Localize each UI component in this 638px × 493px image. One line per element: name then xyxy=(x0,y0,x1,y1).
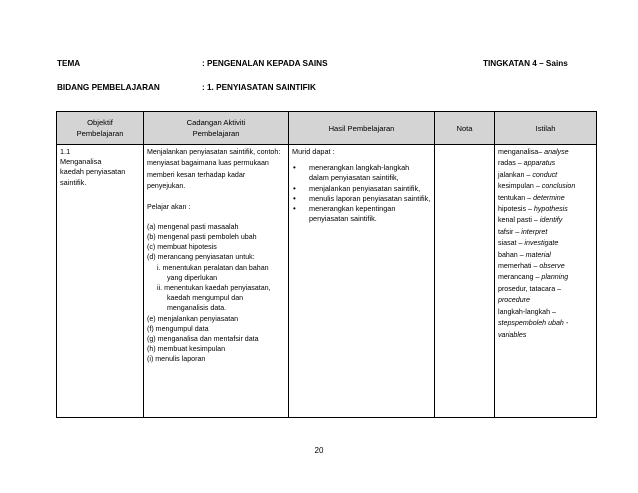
cadangan-item-g: (g) menganalisa dan mentafsir data xyxy=(147,335,259,344)
istilah-row xyxy=(498,147,593,158)
istilah-en: determine xyxy=(533,193,565,202)
header-objektif-line2: Pembelajaran xyxy=(76,129,124,138)
cadangan-item-h: (h) membuat kesimpulan xyxy=(147,345,226,354)
istilah-bm: radas – xyxy=(498,159,524,168)
cadangan-item-f: (f) mengumpul data xyxy=(147,324,209,333)
istilah-row xyxy=(498,330,593,341)
cadangan-cell xyxy=(144,145,289,418)
header-hasil: Hasil Pembelajaran xyxy=(289,112,435,145)
istilah-row xyxy=(498,193,593,204)
istilah-row xyxy=(498,284,593,307)
istilah-bm: tentukan – xyxy=(498,193,534,202)
istilah-bm: memerhati – xyxy=(498,262,540,271)
istilah-row xyxy=(498,238,593,249)
cadangan-item-c: (c) membuat hipotesis xyxy=(147,243,217,252)
cadangan-item-e: (e) menjalankan penyiasatan xyxy=(147,314,239,323)
cadangan-item-i: (i) menulis laporan xyxy=(147,355,206,364)
istilah-row xyxy=(498,158,593,169)
istilah-row xyxy=(498,170,593,181)
istilah-en: apparatus xyxy=(523,159,556,168)
cadangan-item-d-i: i. menentukan peralatan dan bahan yang diperlukan xyxy=(157,263,269,282)
istilah-en: procedure xyxy=(498,296,530,305)
table-header-row xyxy=(57,112,597,145)
istilah-en: variables xyxy=(498,330,527,339)
objektif-line: saintifik. xyxy=(60,177,87,187)
istilah-bm: siasat – xyxy=(498,239,525,248)
istilah-row xyxy=(498,215,593,226)
header-objektif-line1: Objektif xyxy=(87,118,113,127)
istilah-bm: jalankan – xyxy=(498,170,533,179)
istilah-bm: kesimpulan – xyxy=(498,182,542,191)
istilah-en: material xyxy=(525,250,551,259)
istilah-en: interpret xyxy=(521,227,548,236)
istilah-bm: langkah-langkah – xyxy=(498,307,556,316)
istilah-bm: prosedur, tatacara – xyxy=(498,284,562,293)
list-item: • menulis laporan penyiasatan saintifik, xyxy=(292,194,431,204)
istilah-en: investigate xyxy=(524,239,559,248)
hasil-cell xyxy=(289,145,435,418)
cadangan-intro: Menjalankan penyiasatan saintifik, contoh: menyiasat bagaimana luas permukaan memberi kesan terhadap kadar penyejukan. xyxy=(147,148,281,191)
istilah-bm: kenal pasti – xyxy=(498,216,540,225)
bidang-value: : 1. PENYIASATAN SAINTIFIK xyxy=(202,83,316,92)
istilah-row xyxy=(498,272,593,283)
istilah-en: conduct xyxy=(532,170,558,179)
page-number: 20 xyxy=(314,446,324,455)
header-nota: Nota xyxy=(435,112,495,145)
istilah-bm: tafsir – xyxy=(498,227,522,236)
cadangan-item-d: (d) merancang penyiasatan untuk: xyxy=(147,253,255,262)
cadangan-pelajar: Pelajar akan : xyxy=(147,202,191,211)
tema-label: TEMA xyxy=(57,59,81,68)
objektif-line: Menganalisa xyxy=(60,157,102,167)
header-objektif xyxy=(57,112,144,145)
istilah-en: observe xyxy=(539,262,565,271)
bidang-label: BIDANG PEMBELAJARAN xyxy=(57,83,160,92)
istilah-row xyxy=(498,204,593,215)
nota-cell xyxy=(435,145,495,418)
istilah-row xyxy=(498,227,593,238)
header-cadangan-line1: Cadangan Aktiviti xyxy=(186,118,246,127)
istilah-en: hypothesis xyxy=(533,205,568,214)
istilah-row xyxy=(498,250,593,261)
list-item: • menerangkan kepentingan penyiasatan saintifik. xyxy=(292,204,431,224)
list-item: • menerangkan langkah-langkah dalam penyiasatan saintifik, xyxy=(292,163,431,183)
tema-value: : PENGENALAN KEPADA SAINS xyxy=(202,59,328,68)
istilah-row xyxy=(498,181,593,192)
tingkatan-label: TINGKATAN 4 – Sains xyxy=(483,59,568,68)
cadangan-item-d-ii: ii. menentukan kaedah penyiasatan, kaedah mengumpul dan menganalisis data. xyxy=(157,284,271,313)
istilah-cell xyxy=(495,145,597,418)
istilah-row xyxy=(498,307,593,330)
header-cadangan xyxy=(144,112,289,145)
istilah-en: planning xyxy=(541,273,569,282)
header-cadangan-line2: Pembelajaran xyxy=(192,129,240,138)
istilah-bm: hipotesis – xyxy=(498,205,534,214)
hasil-list xyxy=(292,163,431,224)
istilah-row xyxy=(498,261,593,272)
objektif-cell xyxy=(57,145,144,418)
istilah-bm: menganalisa– xyxy=(498,148,545,156)
table-row xyxy=(57,145,597,418)
istilah-bm: bahan – xyxy=(498,250,526,259)
cadangan-item-a: (a) mengenal pasti masaalah xyxy=(147,222,239,231)
istilah-en: stepspemboleh ubah - xyxy=(498,319,569,328)
objektif-line: 1.1 xyxy=(60,147,71,156)
objektif-line: kaedah penyiasatan xyxy=(60,167,126,177)
istilah-en: identify xyxy=(539,216,563,225)
istilah-en: conclusion xyxy=(541,182,576,191)
header-istilah: Istilah xyxy=(495,112,597,145)
cadangan-item-b: (b) mengenal pasti pemboleh ubah xyxy=(147,233,257,242)
istilah-en: analyse xyxy=(544,148,569,156)
istilah-bm: merancang – xyxy=(498,273,542,282)
list-item: • menjalankan penyiasatan saintifik, xyxy=(292,184,431,194)
hasil-intro: Murid dapat : xyxy=(292,147,335,156)
curriculum-table xyxy=(56,111,597,418)
